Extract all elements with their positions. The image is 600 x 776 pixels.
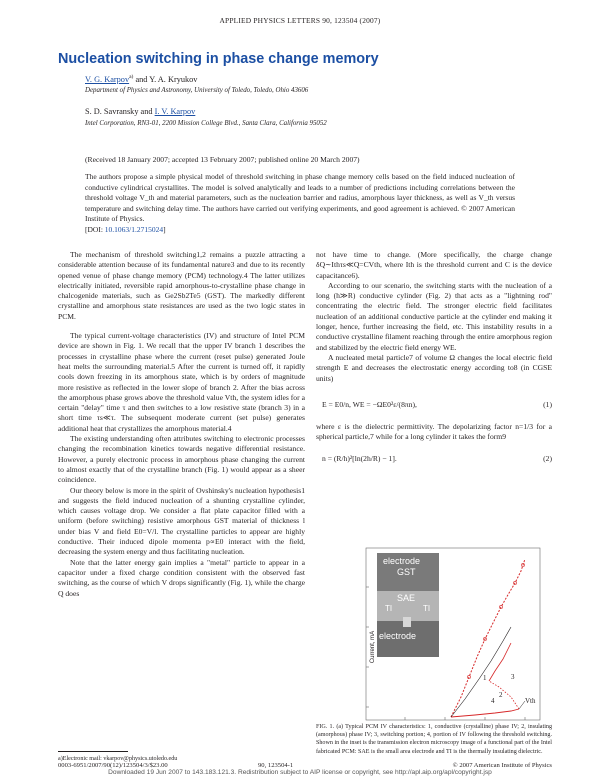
footnote-rule — [58, 751, 128, 752]
author-line-1 — [85, 74, 197, 84]
branch-label: 4 — [491, 697, 495, 705]
received-dates: (Received 18 January 2007; accepted 13 February 2007; published online 20 March 2007) — [85, 155, 360, 164]
author-link-vg-karpov[interactable]: V. G. Karpov — [85, 74, 130, 84]
paragraph: The existing understanding often attributes switching to electronic processes changing the recombination kinetics towards negative differential resistance. However, a purely electronic process in amorphous phase changing the current to almost exactly that of the crystalline branch (Fig. 1) would appear as a sheer coincidence. — [58, 434, 305, 485]
footnote: a)Electronic mail: vkarpov@physics.utoledo.edu — [58, 756, 178, 762]
y-axis-label: Current, mA — [370, 630, 376, 664]
paragraph: not have time to change. (More specifically, the charge change δQ∼Ithτs≪Q=CVth, where Ith is the threshold current and C is the device capacitance6). — [316, 250, 552, 280]
figure-1-graphic — [365, 547, 541, 723]
inset-label: GST — [397, 567, 416, 577]
footer-page: 90, 123504-1 — [258, 762, 294, 769]
figure-1 — [365, 547, 541, 723]
branch-label: 3 — [511, 673, 515, 681]
branch-label: 2 — [499, 691, 503, 699]
doi-link[interactable]: 10.1063/1.2715024 — [104, 224, 164, 234]
running-head: APPLIED PHYSICS LETTERS 90, 123504 (2007) — [219, 16, 381, 25]
paragraph: Our theory below is more in the spirit of Ovshinsky's nucleation hypothesis1 and suggests the field induced nucleation of a shunting crystalline cylinder, which causes voltage drop. We consider a flat plate capacitor filled with a uniform (before switching) resistive amorphous GST material of thickness l under bias V and field E0=V/l. The crystalline particles to appear are highly conductive. Their induced dipole momenta p∝E0 interact with the field, decreasing the system energy and thus facilitating nucleation. — [58, 485, 305, 557]
author-rest: and Y. A. Kryukov — [133, 74, 198, 84]
left-column — [58, 250, 305, 599]
equation-1-body: E = E0/n, WE = −ΩE0²ε/(8πn), — [322, 399, 417, 409]
footer-copyright: © 2007 American Institute of Physics — [452, 762, 552, 769]
doi-prefix: [DOI: — [85, 224, 105, 234]
author-line-2 — [85, 107, 195, 116]
branch-label: 1 — [483, 674, 487, 682]
abstract-text: The authors propose a simple physical model of threshold switching in phase change memory cells based on the field induced nucleation of conductive cylindrical crystallites. The model is solved analytically and leads to a number of predictions including correlations between the threshold voltage V_th and material parameters, such as the nucleation barrier and radius, amorphous layer thickness, as well as V_th versus temperature and switching delay time. The authors have carried out verifying experiments, and good agreement is achieved. © 2007 American Institute of Physics. — [85, 172, 515, 224]
threshold-label: Vth — [525, 697, 536, 705]
right-column — [316, 250, 552, 474]
paragraph: The mechanism of threshold switching1,2 remains a puzzle attracting a considerable attention because of its fundamental nature3 and due to its recently opened venue of phase change memory (PCM) technology.4 The latter utilizes electrically initiated, reversible rapid amorphous-to-crystalline phase change in chalcogenide materials, such as Ge2Sb2Te5 (GST). The markedly different crystalline and amorphous state resistances are used as the two logic states in PCM. — [58, 250, 305, 321]
equation-1-number: (1) — [543, 399, 552, 409]
paragraph: A nucleated metal particle7 of volume Ω changes the local electric field strength E and decreases the electrostatic energy according to8 (in CGSE units) — [316, 352, 552, 383]
download-notice: Downloaded 19 Jun 2007 to 143.183.121.3. Redistribution subject to AIP license or copyright, see http://apl.aip.org/apl/copyright.jsp — [108, 769, 492, 776]
equation-2 — [316, 448, 552, 474]
article-title: Nucleation switching in phase change memory — [58, 51, 379, 67]
figure-1-caption: FIG. 1. (a) Typical PCM IV characteristics: 1, conductive (crystalline) phase IV; 2, insulating (amorphous) phase IV; 3, switching portion; 4, portion of IV following the threshold switching. Shown in the inset is the transmission electron microscopy image of a functional part of the Intel fabricated PCM: SAE is the small area electrode and TI is the thermally insulating dielectric. — [316, 724, 552, 755]
inset-label: TI — [385, 604, 393, 613]
author-savransky: S. D. Savransky and — [85, 107, 155, 116]
affiliation-1: Department of Physics and Astronomy, University of Toledo, Toledo, Ohio 43606 — [85, 87, 309, 94]
doi-line — [85, 225, 515, 236]
affiliation-2: Intel Corporation, RN3-01, 2200 Mission College Blvd., Santa Clara, California 95052 — [85, 120, 327, 127]
paragraph: Note that the latter energy gain implies a "metal" particle to appear in a capacitor under a fixed charge condition consistent with the observed fast switching, as the course of which V drops significantly (Fig. 1), while the charge Q does — [58, 557, 305, 598]
equation-2-number: (2) — [543, 454, 552, 464]
inset-label: electrode — [383, 556, 421, 566]
equation-2-body: n = (R/h)²[ln(2h/R) − 1]. — [322, 454, 397, 464]
paragraph: The typical current-voltage characteristics (IV) and structure of Intel PCM device are shown in Fig. 1. We recall that the upper IV branch 1 describes the processes in crystalline phase where the current (reset pulse) generated Joule heat melts the surrounding material.5 After the current is turned off, it rapidly cools down freezing in its amorphous state, which is by orders of magnitude more resistive as reflected in the lower slope of branch 2. After the bias across the amorphous phase grows above the threshold value Vth, the system idles for a certain "delay" time τ and then switches to a low resistive state (branch 3) in a short time τs≪τ. The subsequent moderate current (set pulse) generates additional heat that crystallizes the amorphous material.4 — [58, 331, 305, 433]
footer-issn: 0003-6951/2007/90(12)/123504/3/$23.00 — [58, 762, 168, 769]
author-link-iv-karpov[interactable]: I. V. Karpov — [154, 107, 196, 116]
doi-suffix: ] — [163, 224, 166, 234]
equation-1 — [316, 392, 552, 422]
inset-label: electrode — [379, 631, 417, 641]
paragraph: where ε is the dielectric permittivity. The depolarizing factor n=1/3 for a spherical particle,7 while for a long cylinder it takes the form9 — [316, 421, 552, 442]
inset-label: TI — [423, 604, 431, 613]
abstract — [85, 172, 515, 236]
inset-label: SAE — [397, 593, 416, 603]
paragraph: According to our scenario, the switching starts with the nucleation of a long (h≫R) conductive cylinder (Fig. 2) that acts as a "lightning rod" concentrating the electric field. The stronger electric field facilitates nucleation of an additional conductive particle at the cylinder end making it longer, hence, further increasing the field, etc. This instability results in a conductive crystalline filament reaching through the entire amorphous region and stabilized by the electric field energy WE. — [316, 280, 552, 352]
author-footnote-mark: a) — [129, 74, 134, 80]
inset-sae-contact — [403, 617, 411, 627]
tem-inset — [377, 553, 439, 657]
